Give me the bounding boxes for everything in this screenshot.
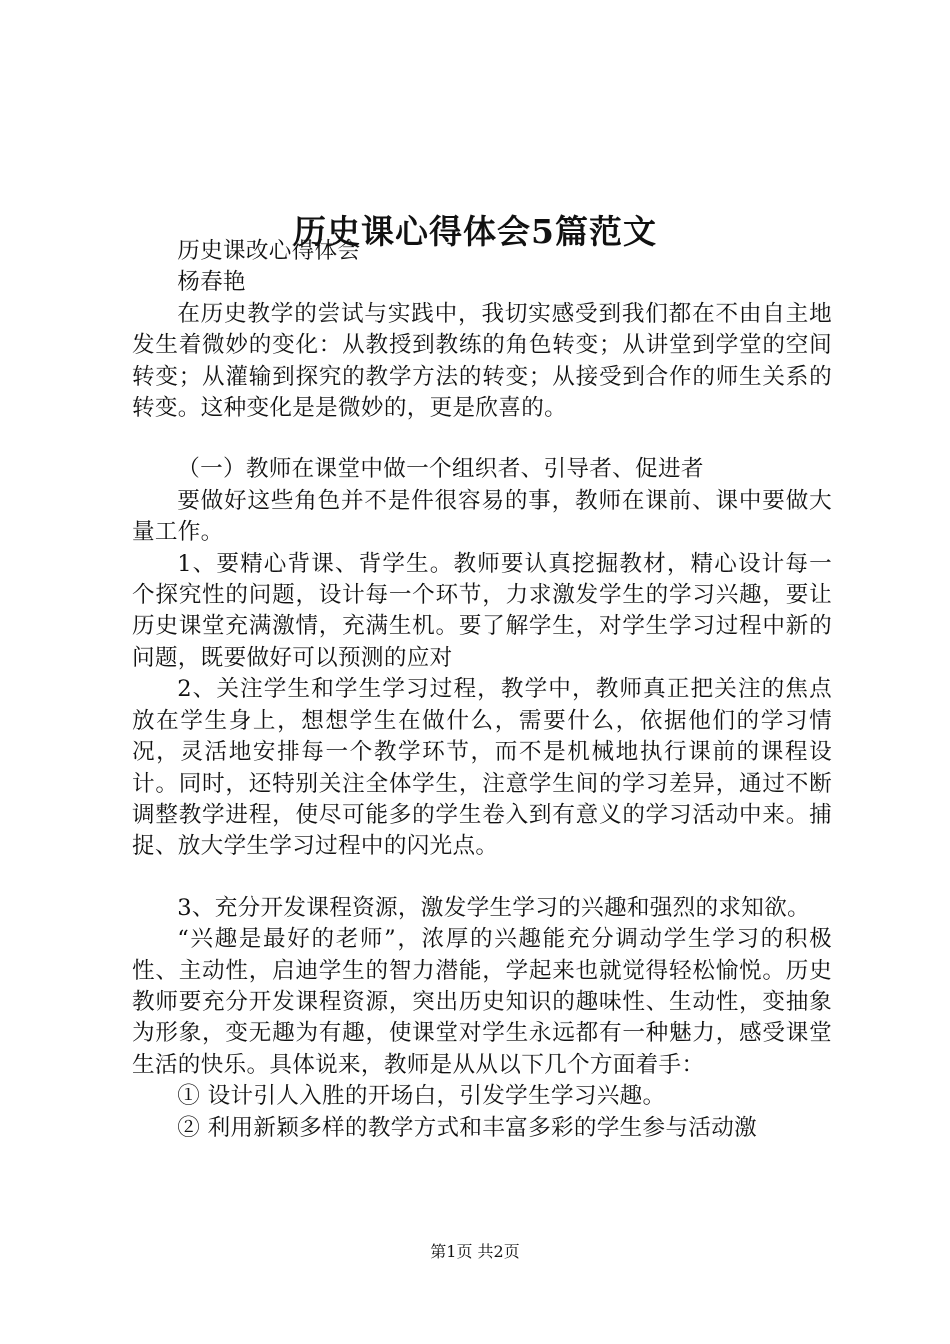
page-footer: 第1页 共2页 (430, 1242, 520, 1261)
list-item-1: ① 设计引人入胜的开场白，引发学生学习兴趣。 (177, 1083, 666, 1110)
paragraph: 要做好这些角色并不是件很容易的事，教师在课前、课中要做大量工作。 (132, 487, 832, 546)
section-heading-1: （一）教师在课堂中做一个组织者、引导者、促进者 (177, 456, 704, 483)
list-item-2: ② 利用新颖多样的教学方式和丰富多彩的学生参与活动激 (177, 1114, 758, 1141)
document-body (132, 236, 832, 1144)
paragraph-author: 杨春艳 (177, 269, 246, 296)
paragraph-point-2: 2、关注学生和学生学习过程，教学中，教师真正把关注的焦点放在学生身上，想想学生在做什么，需要什么，依据他们的学习情况，灵活地安排每一个教学环节，而不是机械地执行课前的课程设计。同时，还特别关注全体学生，注意学生间的学习差异，通过不断调整教学进程，使尽可能多的学生卷入到有意义的学习活动中来。捕捉、放大学生学习过程中的闪光点。 (132, 676, 832, 860)
document-title: 历史课心得体会5篇范文 (293, 212, 657, 252)
paragraph-interest: “兴趣是最好的老师”，浓厚的兴趣能充分调动学生学习的积极性、主动性，启迪学生的智力潜能，学起来也就觉得轻松愉悦。历史教师要充分开发课程资源，突出历史知识的趣味性、生动性，变抽象为形象，变无趣为有趣，使课堂对学生永远都有一种魅力，感受课堂生活的快乐。具体说来，教师是从从以下几个方面着手： (132, 926, 832, 1078)
paragraph-point-3: 3、充分开发课程资源，激发学生学习的兴趣和强烈的求知欲。 (177, 894, 810, 921)
paragraph-intro: 在历史教学的尝试与实践中，我切实感受到我们都在不由自主地发生着微妙的变化：从教授到教练的角色转变；从讲堂到学堂的空间转变；从灌输到探究的教学方法的转变；从接受到合作的师生关系的转变。这种变化是是微妙的，更是欣喜的。 (132, 300, 832, 422)
paragraph-point-1: 1、要精心背课、背学生。教师要认真挖掘教材，精心设计每一个探究性的问题，设计每一个环节，力求激发学生的学习兴趣，要让历史课堂充满激情，充满生机。要了解学生，对学生学习过程中新的问题，既要做好可以预测的应对 (132, 550, 832, 671)
paragraph-subtitle: 历史课改心得体会 (177, 238, 361, 264)
